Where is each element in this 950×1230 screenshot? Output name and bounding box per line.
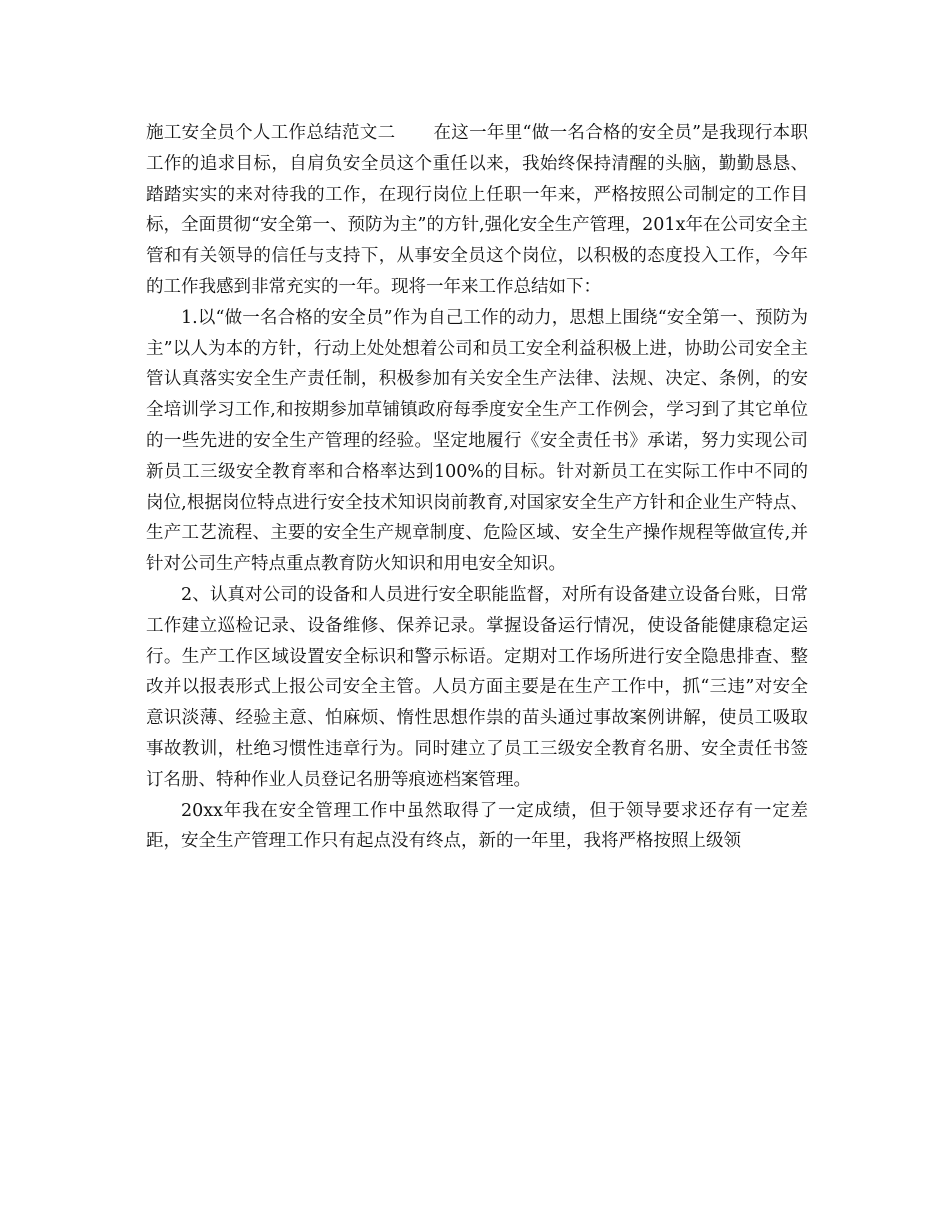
- document-title: 施工安全员个人工作总结范文二: [146, 123, 396, 143]
- paragraph-3: 20xx年我在安全管理工作中虽然取得了一定成绩，但于领导要求还存有一定差距，安全生产管理工作只有起点没有终点，新的一年里，我将严格按照上级领: [146, 800, 808, 852]
- paragraph-2: 2、认真对公司的设备和人员进行安全职能监督，对所有设备建立设备台账，日常工作建立巡检记录、设备维修、保养记录。掌握设备运行情况，使设备能健康稳定运行。生产工作区域设置安全标识和警示标语。定期对工作场所进行安全隐患排查、整改并以报表形式上报公司安全主管。人员方面主要是在生产工作中，抓“三违”对安全意识淡薄、经验主意、怕麻烦、惰性思想作祟的苗头通过事故案例讲解，使员工吸取事故教训，杜绝习惯性违章行为。同时建立了员工三级安全教育名册、安全责任书签订名册、特种作业人员登记名册等痕迹档案管理。: [146, 584, 808, 790]
- intro-paragraph: [146, 118, 808, 303]
- document-body: [146, 118, 808, 857]
- paragraph-text: 在这一年里“做一名合格的安全员”是我现行本职工作的追求目标，自肩负安全员这个重任以来，我始终保持清醒的头脑，勤勤恳恳、踏踏实实的来对待我的工作，在现行岗位上任职一年来，严格按照公司制定的工作目标，全面贯彻“安全第一、预防为主”的方针,强化安全生产管理，201x年在公司安全主管和有关领导的信任与支持下，从事安全员这个岗位，以积极的态度投入工作，今年的工作我感到非常充实的一年。现将一年来工作总结如下：: [146, 123, 808, 297]
- paragraph-1: 1.以“做一名合格的安全员”作为自己工作的动力，思想上围绕“安全第一、预防为主”以人为本的方针，行动上处处想着公司和员工安全利益积极上进，协助公司安全主管认真落实安全生产责任制，积极参加有关安全生产法律、法规、决定、条例，的安全培训学习工作,和按期参加草铺镇政府每季度安全生产工作例会，学习到了其它单位的一些先进的安全生产管理的经验。坚定地履行《安全责任书》承诺，努力实现公司新员工三级安全教育率和合格率达到100%的目标。针对新员工在实际工作中不同的岗位,根据岗位特点进行安全技术知识岗前教育,对国家安全生产方针和企业生产特点、生产工艺流程、主要的安全生产规章制度、危险区域、安全生产操作规程等做宣传,并针对公司生产特点重点教育防火知识和用电安全知识。: [146, 307, 808, 575]
